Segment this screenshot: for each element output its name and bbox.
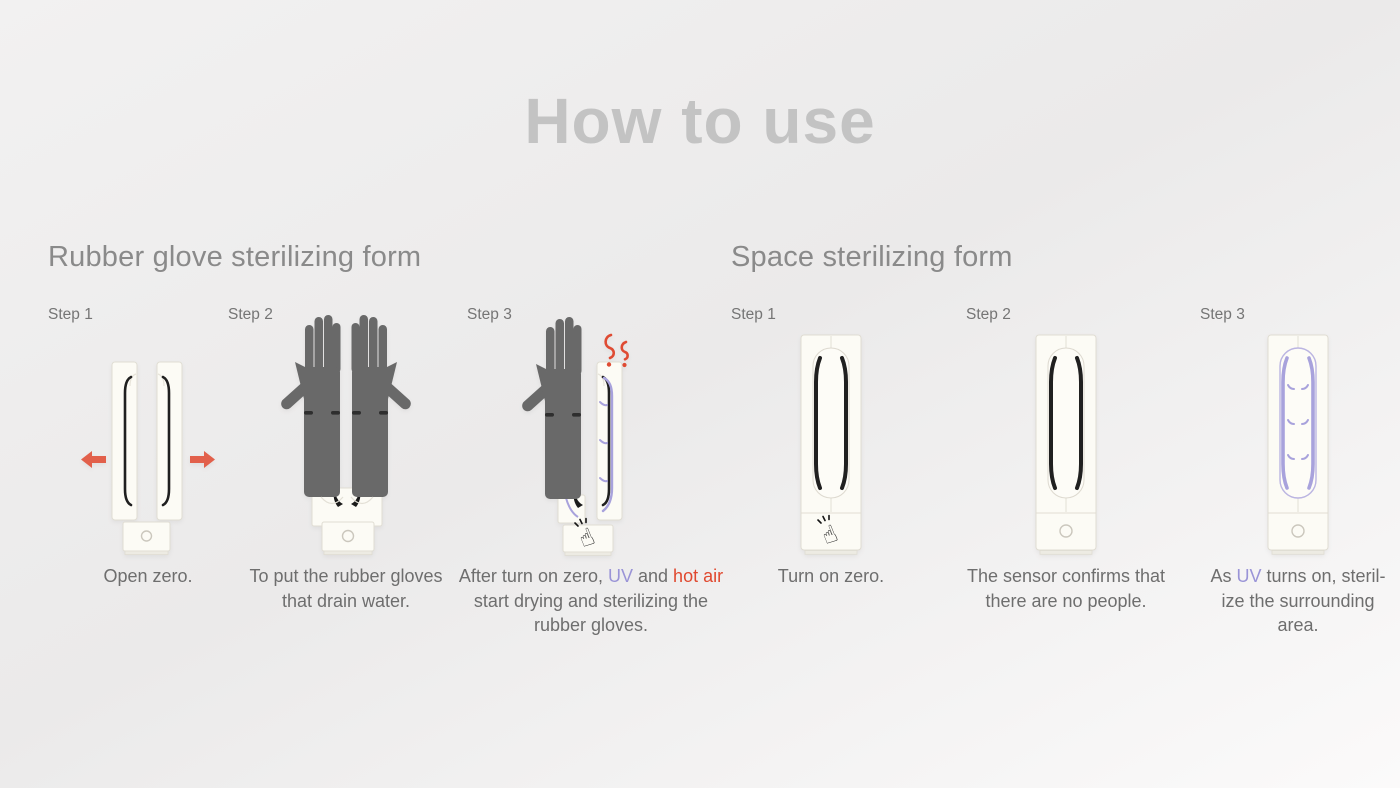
caption-text: After turn on zero, — [458, 566, 608, 586]
zero-uv-hot-air-illustration — [516, 312, 666, 557]
step-caption — [459, 564, 723, 638]
rubber-glove — [520, 317, 582, 499]
step-label: Step 2 — [228, 306, 273, 323]
device-body — [1036, 335, 1096, 554]
zero-gloves-illustration — [271, 312, 421, 557]
caption-line: start drying and sterilizing the — [473, 590, 709, 611]
step-label: Step 2 — [966, 306, 1011, 323]
uv-text: UV — [1236, 566, 1262, 586]
device-base — [322, 522, 374, 555]
step-caption — [103, 564, 192, 589]
glove-step-3 — [458, 306, 724, 706]
caption-line: area. — [1277, 615, 1319, 635]
caption-line: To put the rubber gloves — [249, 566, 443, 586]
zero-closed-illustration — [771, 312, 891, 557]
zero-closed-illustration — [1006, 312, 1126, 557]
device-left-half-bottom — [558, 495, 585, 523]
caption-line: ize the surrounding — [1221, 590, 1375, 611]
caption-line: rubber gloves. — [533, 615, 649, 635]
device-right-half — [157, 362, 182, 520]
page-title: How to use — [524, 85, 876, 157]
space-step-2 — [966, 306, 1166, 706]
glove-step-2 — [228, 306, 464, 706]
step-caption — [1210, 564, 1385, 638]
step-caption — [778, 564, 884, 589]
rubber-glove-right — [352, 315, 414, 497]
caption-line — [1210, 564, 1385, 589]
step-caption — [249, 564, 442, 613]
space-step-1 — [731, 306, 931, 706]
caption-line: Turn on zero. — [777, 566, 885, 586]
uv-text: UV — [607, 566, 634, 586]
caption-line: The sensor confirms that — [966, 566, 1166, 586]
device-base — [123, 522, 170, 555]
right-arrow-icon — [190, 451, 215, 468]
hot-air-steam-icon — [606, 335, 628, 366]
device-left-half — [112, 362, 137, 520]
caption-line: that drain water. — [281, 590, 411, 611]
zero-open-illustration — [73, 312, 223, 557]
caption-line — [459, 564, 723, 589]
step-caption — [967, 564, 1165, 613]
caption-text: and — [633, 566, 674, 586]
glove-step-1 — [48, 306, 248, 706]
step-label: Step 3 — [467, 306, 512, 323]
device-body — [1268, 335, 1328, 554]
step-label: Step 1 — [48, 306, 93, 323]
left-arrow-icon — [81, 451, 106, 468]
space-step-3 — [1200, 306, 1396, 706]
caption-text: turns on, steril- — [1261, 566, 1386, 586]
step-label: Step 1 — [731, 306, 776, 323]
section-title-rubber-glove: Rubber glove sterilizing form — [48, 241, 422, 273]
section-title-space: Space sterilizing form — [731, 241, 1013, 273]
rubber-glove-left — [279, 315, 341, 497]
zero-closed-uv-illustration — [1238, 312, 1358, 557]
hot-air-text: hot air — [673, 566, 724, 586]
step-label: Step 3 — [1200, 306, 1245, 323]
caption-text: As — [1210, 566, 1237, 586]
caption-line: there are no people. — [985, 590, 1147, 611]
caption-line: Open zero. — [103, 566, 193, 586]
